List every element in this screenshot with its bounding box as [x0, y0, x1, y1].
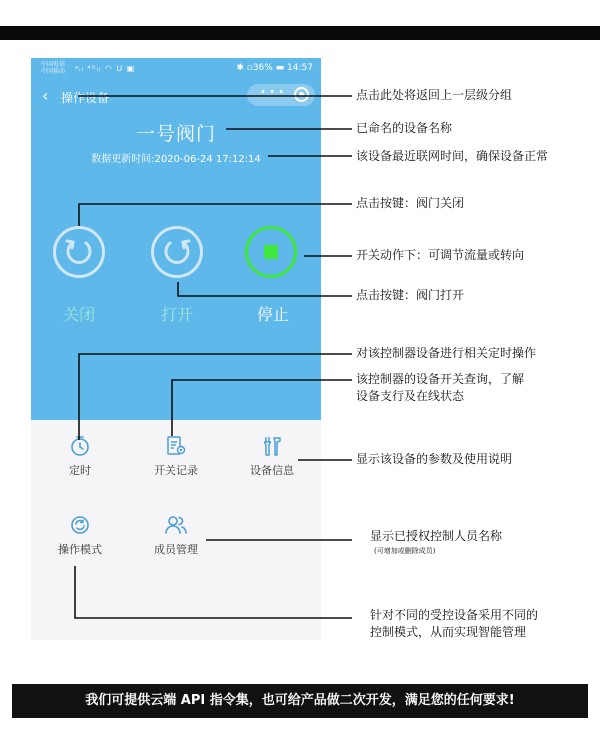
- connector-open: [178, 282, 352, 296]
- annotation-time: 该设备最近联网时间，确保设备正常: [356, 149, 549, 163]
- status-signal-icons: ᵃᵢₗ ⁴ᴳᵢₗ ◠ ᑌ ▣: [75, 64, 136, 73]
- carrier-1: 中国电信: [41, 61, 66, 68]
- record-label: 开关记录: [154, 464, 198, 477]
- connector-close: [79, 204, 352, 226]
- annotation-back: 点击此处将返回上一层级分组: [356, 88, 513, 102]
- connector-mode: [75, 566, 352, 618]
- operation-mode-label: 操作模式: [58, 543, 102, 556]
- update-time-label: 数据更新时间:: [91, 154, 155, 165]
- member-management-label: 成员管理: [154, 543, 198, 556]
- open-label[interactable]: 打开: [160, 305, 193, 324]
- carrier-2: 中国移动: [41, 68, 66, 75]
- annotation-mode-1: 针对不同的受控设备采用不同的: [370, 608, 539, 622]
- annotation-record-2: 设备支行及在线状态: [356, 389, 465, 403]
- device-name: 一号阀门: [135, 123, 216, 145]
- annotation-name: 已命名的设备名称: [356, 121, 453, 135]
- page-title[interactable]: 操作设备: [61, 91, 110, 105]
- annotation-close: 点击按键：阀门关闭: [356, 196, 465, 210]
- connector-record: [172, 380, 352, 436]
- connector-timer: [79, 354, 352, 440]
- stop-label[interactable]: 停止: [256, 305, 289, 324]
- more-dots-icon[interactable]: • • •: [260, 87, 285, 98]
- annotation-record-1: 该控制器的设备开关查询，了解: [356, 372, 525, 386]
- annotation-members-note: (可增加或删除成员): [374, 547, 436, 555]
- timer-label: 定时: [69, 464, 91, 477]
- annotation-members: 显示已授权控制人员名称: [370, 529, 503, 543]
- chevron-left-icon[interactable]: ‹: [42, 86, 49, 105]
- annotation-stop: 开关动作下：可调节流量或转向: [356, 248, 525, 262]
- close-label[interactable]: 关闭: [62, 305, 95, 324]
- update-time-value: 2020-06-24 17:12:14: [154, 154, 261, 165]
- annotation-info: 显示该设备的参数及使用说明: [356, 452, 513, 466]
- footer-banner: 我们可提供云端 API 指令集，也可给产品做二次开发，满足您的任何要求!: [12, 684, 588, 718]
- annotation-open: 点击按键：阀门打开: [356, 288, 465, 302]
- annotation-timer: 对该控制器设备进行相关定时操作: [356, 346, 537, 360]
- device-info-label: 设备信息: [250, 464, 294, 477]
- annotation-mode-2: 控制模式，从而实现智能管理: [370, 625, 527, 639]
- status-battery-time: ✱ ▫36% ▬ 14:57: [236, 63, 313, 73]
